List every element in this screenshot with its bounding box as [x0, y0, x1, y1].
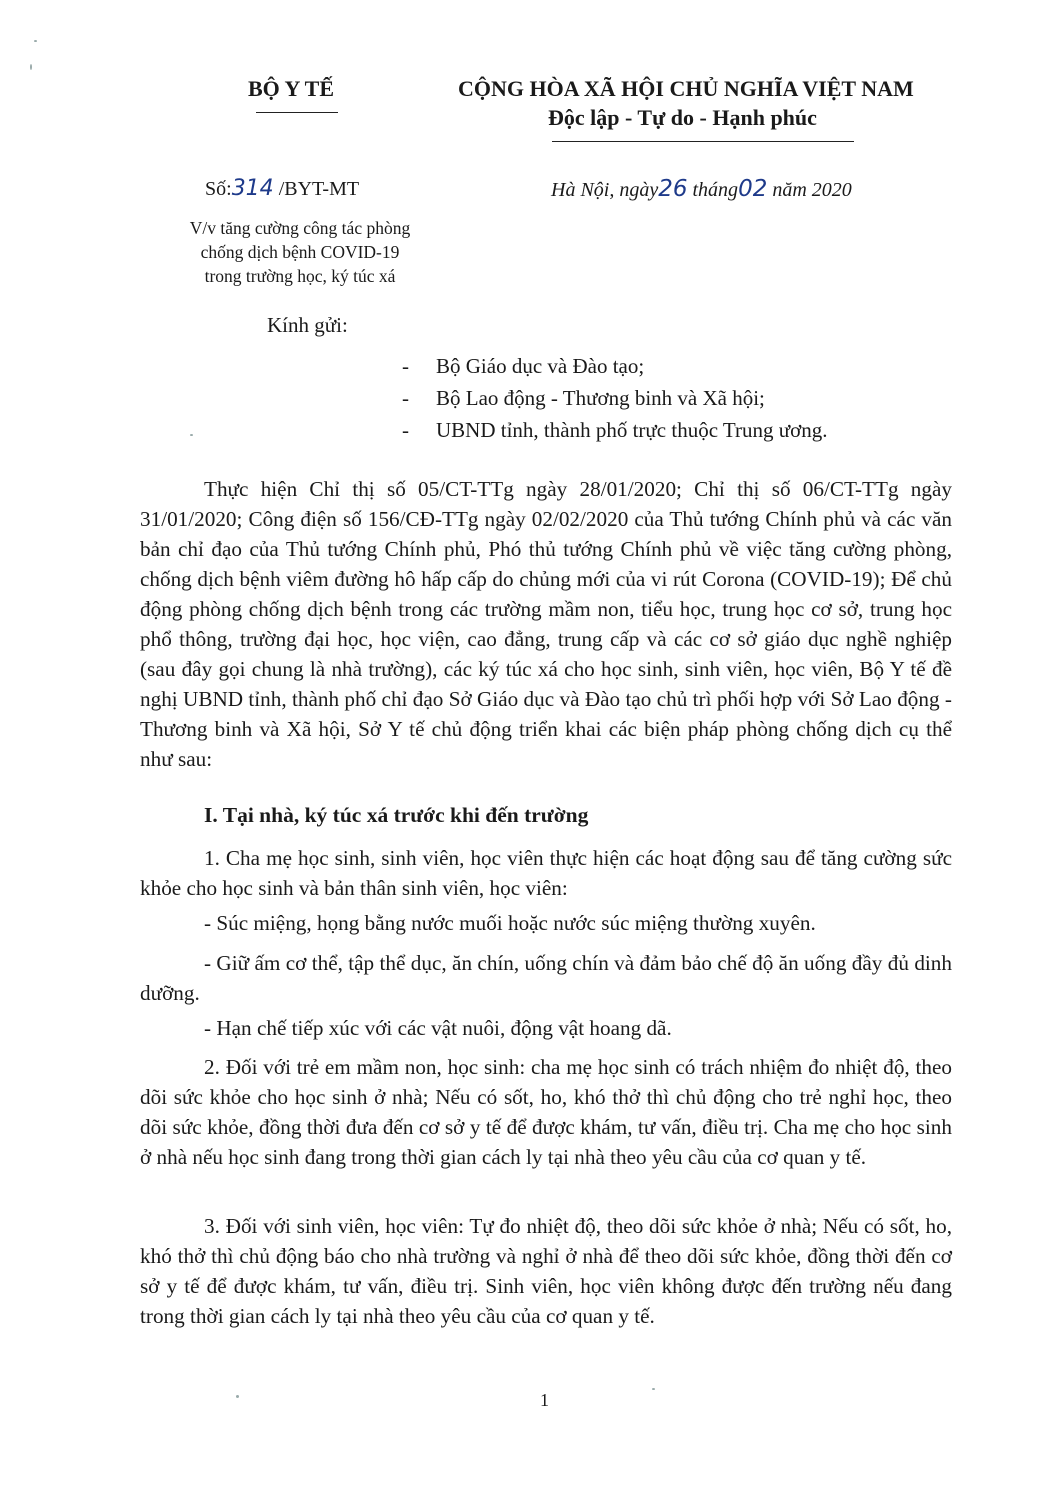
section-item-3: 3. Đối với sinh viên, học viên: Tự đo nhiệt độ, theo dõi sức khỏe ở nhà; Nếu có sốt, ho, khó thở thì chủ động báo cho nhà trường và nghỉ ở nhà để theo dõi sức khỏe, đồng thời đến cơ sở y tế để được khám, tư vấn, điều trị. Sinh viên, học viên không được đến trường nếu đang trong thời gian cách ly tại nhà theo yêu cầu của cơ quan y tế. [140, 1214, 952, 1328]
doc-number-suffix: /BYT-MT [278, 178, 360, 200]
motto-underline [552, 141, 854, 142]
recipient-item [402, 350, 827, 382]
subject-line: V/v tăng cường công tác phòng [189, 218, 411, 238]
date-place-day: Hà Nội, ngày [551, 179, 659, 201]
scan-speck [190, 434, 193, 436]
ministry-name: BỘ Y TẾ [248, 76, 334, 101]
intro-paragraph: Thực hiện Chỉ thị số 05/CT-TTg ngày 28/01/2020; Chỉ thị số 06/CT-TTg ngày 31/01/2020; Công điện số 156/CĐ-TTg ngày 02/02/2020 của Thủ tướng Chính phủ và các văn bản chỉ đạo của Thủ tướng Chính phủ, Phó thủ tướng Chính phủ về việc tăng cường phòng, chống dịch bệnh viêm đường hô hấp cấp do chủng mới của vi rút Corona (COVID-19); Để chủ động phòng chống dịch bệnh trong các trường mầm non, tiểu học, trung học cơ sở, trung học phổ thông, trường đại học, học viện, cao đẳng, trung cấp và các cơ sở giáo dục nghề nghiệp (sau đây gọi chung là nhà trường), các ký túc xá cho học sinh, sinh viên, học viên, Bộ Y tế đề nghị UBND tỉnh, thành phố chỉ đạo Sở Giáo dục và Đào tạo chủ trì phối hợp với Sở Lao động - Thương binh và Xã hội, Sở Y tế chủ động triển khai các biện pháp phòng chống dịch cụ thể như sau: [140, 477, 952, 771]
recipient-text: Bộ Giáo dục và Đào tạo; [436, 354, 645, 378]
scan-speck [236, 1395, 239, 1398]
scan-speck [34, 40, 37, 42]
recipient-list [402, 350, 827, 446]
national-motto: Độc lập - Tự do - Hạnh phúc [548, 105, 817, 130]
date-line [551, 176, 852, 202]
page-number: 1 [540, 1390, 549, 1410]
recipient-dash: - [402, 354, 409, 378]
document-number [205, 176, 359, 201]
nation-title: CỘNG HÒA XÃ HỘI CHỦ NGHĨA VIỆT NAM [458, 76, 914, 101]
handwritten-doc-number: 314 [231, 176, 274, 201]
section-item-2: 2. Đối với trẻ em mầm non, học sinh: cha mẹ học sinh có trách nhiệm đo nhiệt độ, theo dõi sức khỏe cho học sinh ở nhà; Nếu có sốt, ho, khó thở thì chủ động cho trẻ nghỉ học, theo dõi sức khỏe, đồng thời đưa đến cơ sở y tế để được khám, tư vấn, điều trị. Cha mẹ cho học sinh ở nhà nếu học sinh đang trong thời gian cách ly tại nhà theo yêu cầu của cơ quan y tế. [140, 1055, 952, 1169]
recipient-dash: - [402, 418, 409, 442]
recipient-text: UBND tỉnh, thành phố trực thuộc Trung ương. [436, 418, 828, 442]
salutation: Kính gửi: [267, 313, 348, 337]
subject-line: chống dịch bệnh COVID-19 [200, 242, 400, 262]
recipient-item [402, 414, 827, 446]
date-month-label: tháng [692, 179, 739, 201]
bullet-item: - Giữ ấm cơ thể, tập thể dục, ăn chín, uống chín và đảm bảo chế độ ăn uống đầy đủ dinh dưỡng. [140, 951, 952, 1005]
subject-line: trong trường học, ký túc xá [204, 266, 396, 286]
subject-block [150, 216, 450, 288]
scan-speck [30, 64, 32, 70]
handwritten-day: 26 [658, 176, 688, 202]
date-year: năm 2020 [772, 179, 852, 201]
doc-number-prefix: Số: [205, 178, 232, 200]
bullet-item: - Súc miệng, họng bằng nước muối hoặc nước súc miệng thường xuyên. [204, 911, 816, 935]
ministry-underline [256, 112, 338, 113]
section-title: I. Tại nhà, ký túc xá trước khi đến trường [204, 803, 589, 827]
scan-speck [652, 1388, 655, 1390]
recipient-text: Bộ Lao động - Thương binh và Xã hội; [436, 386, 765, 410]
recipient-item [402, 382, 827, 414]
handwritten-month: 02 [738, 176, 768, 202]
bullet-item: - Hạn chế tiếp xúc với các vật nuôi, động vật hoang dã. [204, 1016, 672, 1040]
section-item-1: 1. Cha mẹ học sinh, sinh viên, học viên thực hiện các hoạt động sau để tăng cường sức khỏe cho học sinh và bản thân sinh viên, học viên: [140, 846, 952, 900]
recipient-dash: - [402, 386, 409, 410]
